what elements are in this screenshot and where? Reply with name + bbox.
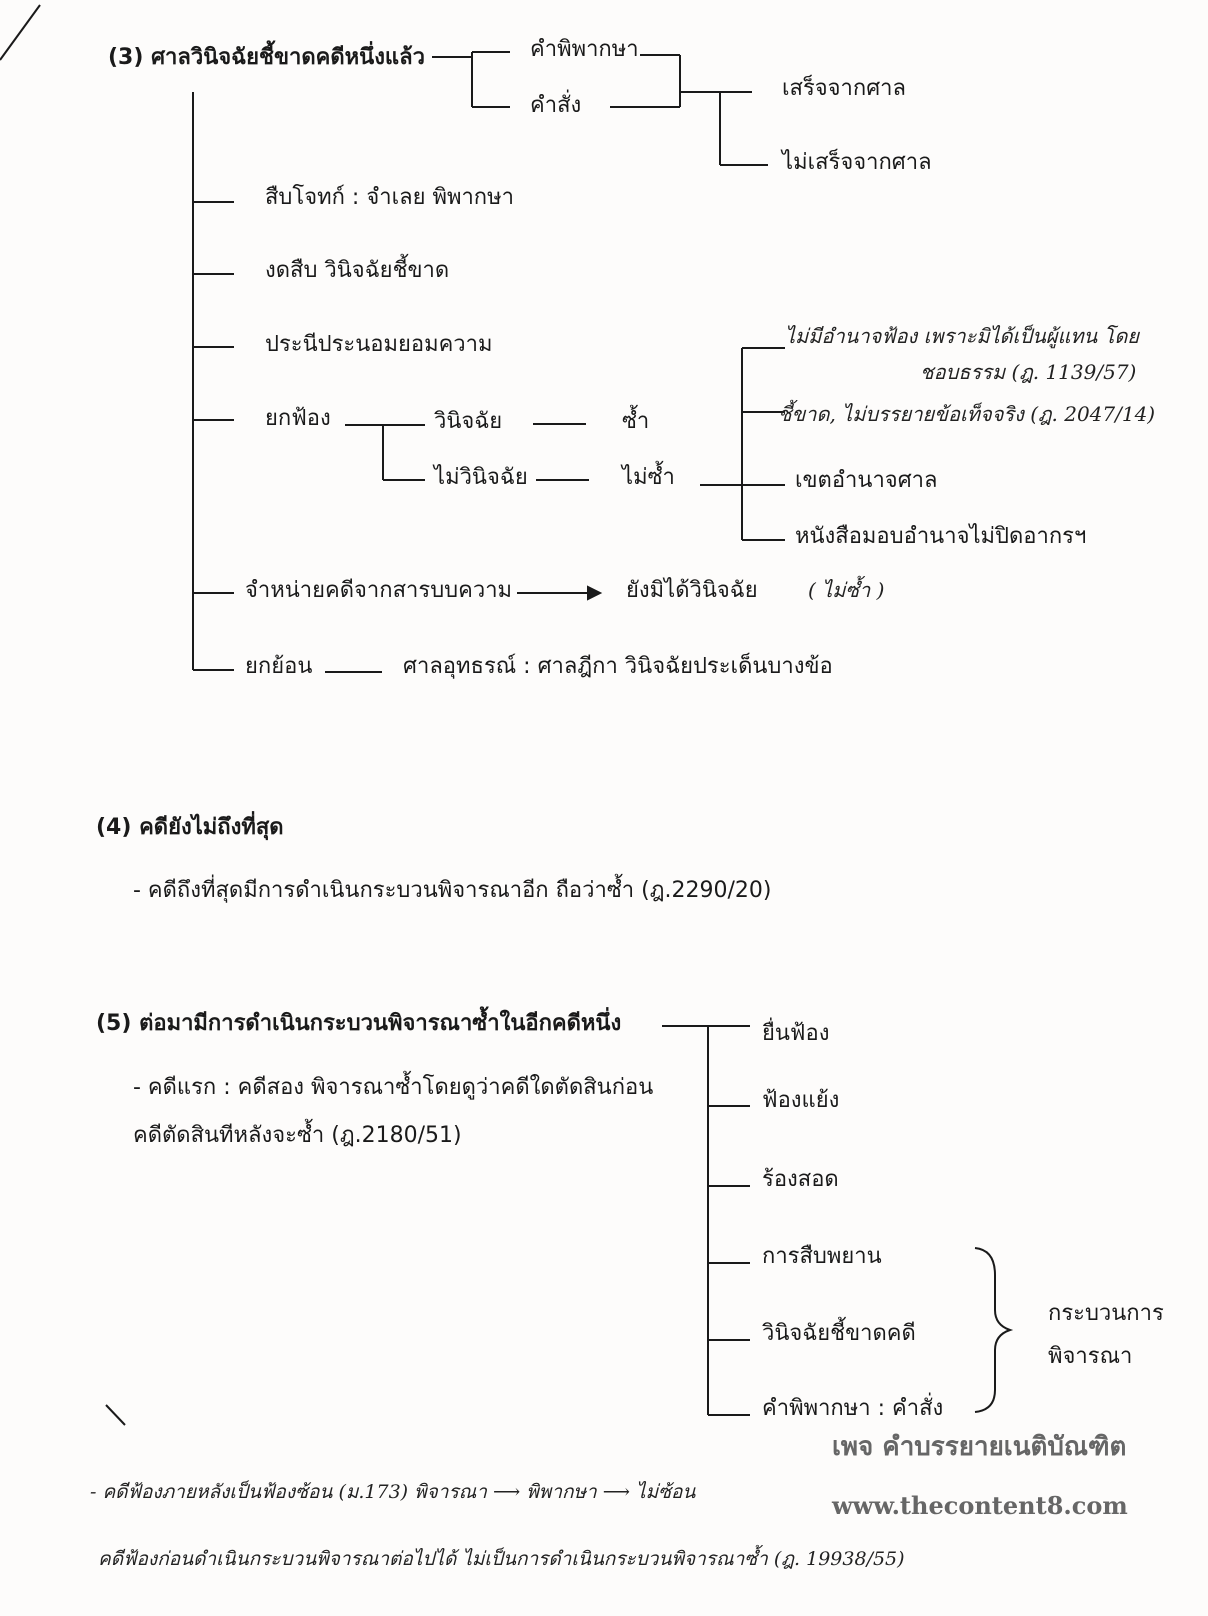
- branch-counterclaim: ฟ้องแย้ง: [762, 1088, 840, 1113]
- handwritten-reason1-line2: ชอบธรรม (ฎ. 1139/57): [920, 360, 1137, 384]
- section5-note-line1: - คดีแรก : คดีสอง พิจารณาซ้ำโดยดูว่าคดีใดตัดสินก่อน: [133, 1075, 654, 1100]
- handwritten-not-repeat: ( ไม่ซ้ำ ): [808, 578, 885, 602]
- item-stop: งดสืบ วินิจฉัยชี้ขาด: [265, 258, 450, 283]
- branch-file-suit: ยื่นฟ้อง: [762, 1021, 830, 1046]
- not-yet-decided-label: ยังมิได้วินิจฉัย: [626, 578, 758, 603]
- branch-intervention: ร้องสอด: [762, 1167, 839, 1192]
- branch-adjudication: วินิจฉัยชี้ขาดคดี: [762, 1321, 916, 1346]
- section3-heading: (3) ศาลวินิจฉัยชี้ขาดคดีหนึ่งแล้ว: [108, 45, 425, 70]
- handwritten-footer-line1: - คดีฟ้องภายหลังเป็นฟ้องซ้อน (ม.173) พิจารณา ⟶ พิพากษา ⟶ ไม่ซ้อน: [90, 1481, 696, 1503]
- power-of-attorney-label: หนังสือมอบอำนาจไม่ปิดอากรฯ: [795, 524, 1087, 549]
- not-decided-label: ไม่วินิจฉัย: [434, 465, 528, 490]
- not-finished-label: ไม่เสร็จจากศาล: [782, 150, 932, 175]
- judgment-label: คำพิพากษา: [530, 37, 639, 62]
- item-reverse: ยกย้อน: [245, 654, 313, 679]
- watermark-page-name: เพจ คำบรรยายเนติบัณฑิต: [832, 1432, 1127, 1462]
- order-label: คำสั่ง: [530, 93, 582, 118]
- handwritten-reason2: ชี้ขาด, ไม่บรรยายข้อเท็จจริง (ฎ. 2047/14): [778, 402, 1156, 426]
- process-label-line1: กระบวนการ: [1048, 1301, 1164, 1326]
- branch-judgment-order: คำพิพากษา : คำสั่ง: [762, 1396, 944, 1421]
- jurisdiction-label: เขตอำนาจศาล: [795, 468, 938, 493]
- branch-evidence: การสืบพยาน: [762, 1244, 882, 1269]
- item-striking: จำหน่ายคดีจากสารบบความ: [245, 578, 513, 603]
- finished-label: เสร็จจากศาล: [782, 76, 907, 101]
- item-compromise: ประนีประนอมยอมความ: [265, 332, 493, 357]
- process-label-line2: พิจารณา: [1048, 1344, 1133, 1369]
- item-dismiss: ยกฟ้อง: [265, 406, 331, 431]
- watermark-url: www.thecontent8.com: [832, 1491, 1128, 1520]
- section4-note: - คดีถึงที่สุดมีการดำเนินกระบวนพิจารณาอีก ถือว่าซ้ำ (ฎ.2290/20): [133, 878, 772, 903]
- section4-heading: (4) คดียังไม่ถึงที่สุด: [96, 815, 284, 840]
- corner-mark: [0, 5, 40, 60]
- appeal-note: ศาลอุทธรณ์ : ศาลฎีกา วินิจฉัยประเด็นบางข้อ: [403, 654, 833, 679]
- section5-heading: (5) ต่อมามีการดำเนินกระบวนพิจารณาซ้ำในอีกคดีหนึ่ง: [96, 1011, 622, 1036]
- item-examine: สืบโจทก์ : จำเลย พิพากษา: [265, 185, 514, 210]
- not-repeat-label: ไม่ซ้ำ: [622, 465, 675, 490]
- repeat-label: ซ้ำ: [622, 409, 650, 434]
- section5-note-line2: คดีตัดสินทีหลังจะซ้ำ (ฎ.2180/51): [133, 1123, 462, 1148]
- decided-label: วินิจฉัย: [434, 409, 503, 434]
- handwritten-reason1-line1: ไม่มีอำนาจฟ้อง เพราะมิได้เป็นผู้แทน โดย: [785, 324, 1140, 348]
- handwritten-footer-line2: คดีฟ้องก่อนดำเนินกระบวนพิจารณาต่อไปได้ ไม่เป็นการดำเนินกระบวนพิจารณาซ้ำ (ฎ. 19938/55): [98, 1548, 905, 1570]
- curly-brace: [975, 1248, 1010, 1412]
